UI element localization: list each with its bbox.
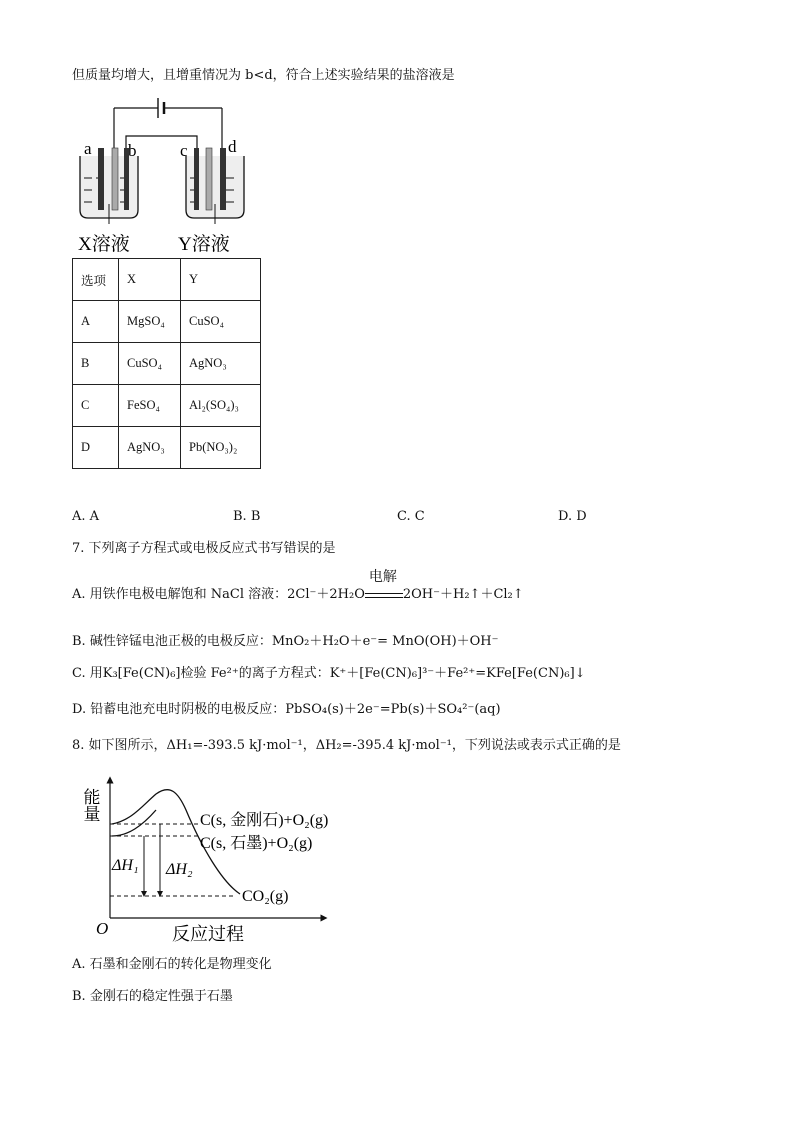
q6-choice-a[interactable]: A. A bbox=[72, 509, 100, 524]
x-axis-label: 反应过程 bbox=[172, 924, 244, 944]
q7-option-b[interactable]: B. 碱性锌锰电池正极的电极反应：MnO₂＋H₂O＋e⁻= MnO(OH)＋OH⁻ bbox=[72, 634, 499, 649]
q7-option-c[interactable]: C. 用K₃[Fe(CN)₆]检验 Fe²⁺的离子方程式：K⁺＋[Fe(CN)₆]³⁻＋Fe²⁺=KFe[Fe(CN)₆]↓ bbox=[72, 666, 586, 681]
origin-label: O bbox=[96, 919, 109, 938]
double-line-icon bbox=[365, 593, 403, 598]
table-row bbox=[73, 427, 261, 469]
table-cell: A bbox=[73, 301, 119, 343]
q6-choice-b[interactable]: B. B bbox=[233, 509, 261, 524]
energy-diagram bbox=[72, 770, 382, 946]
options-table bbox=[72, 258, 261, 469]
y-axis-label: 能量 bbox=[80, 788, 100, 822]
table-cell: B bbox=[73, 343, 119, 385]
diamond-level-label: C(s, 金刚石)+O₂(g) bbox=[200, 812, 329, 829]
table-cell: CuSO₄ bbox=[181, 301, 261, 343]
intro-text: 但质量均增大，且增重情况为 b<d，符合上述实验结果的盐溶液是 bbox=[72, 68, 455, 83]
q6-choice-c[interactable]: C. C bbox=[397, 509, 425, 524]
table-row bbox=[73, 343, 261, 385]
electrode-b: b bbox=[128, 141, 137, 160]
q8-option-b[interactable]: B. 金刚石的稳定性强于石墨 bbox=[72, 989, 233, 1004]
table-row bbox=[73, 301, 261, 343]
table-header-row bbox=[73, 259, 261, 301]
table-row bbox=[73, 385, 261, 427]
table-cell: FeSO₄ bbox=[119, 385, 181, 427]
q7-option-d[interactable]: D. 铅蓄电池充电时阴极的电极反应：PbSO₄(s)＋2e⁻=Pb(s)＋SO₄²⁻(aq) bbox=[72, 702, 501, 717]
q6-choice-d[interactable]: D. D bbox=[558, 509, 587, 524]
solution-y-label: Y溶液 bbox=[178, 234, 230, 255]
q8-option-a[interactable]: A. 石墨和金刚石的转化是物理变化 bbox=[72, 957, 272, 972]
product-label: CO₂(g) bbox=[242, 888, 289, 905]
electrode-d: d bbox=[228, 137, 237, 156]
graphite-level-label: C(s, 石墨)+O₂(g) bbox=[200, 835, 313, 852]
table-cell: D bbox=[73, 427, 119, 469]
table-cell: AgNO₃ bbox=[119, 427, 181, 469]
dh1-label: ΔH₁ bbox=[112, 857, 139, 874]
table-cell: Pb(NO₃)₂ bbox=[181, 427, 261, 469]
table-cell: C bbox=[73, 385, 119, 427]
table-header: X bbox=[119, 259, 181, 301]
electrolysis-condition bbox=[365, 569, 403, 604]
table-cell: AgNO₃ bbox=[181, 343, 261, 385]
dh2-label: ΔH₂ bbox=[166, 861, 193, 878]
table-header: 选项 bbox=[73, 259, 119, 301]
q8-stem: 8. 如下图所示，ΔH₁=-393.5 kJ·mol⁻¹，ΔH₂=-395.4 kJ·mol⁻¹，下列说法或表示式正确的是 bbox=[72, 738, 621, 753]
solution-x-label: X溶液 bbox=[78, 234, 130, 255]
q7-stem: 7. 下列离子方程式或电极反应式书写错误的是 bbox=[72, 541, 336, 556]
table-header: Y bbox=[181, 259, 261, 301]
q7-option-a-lhs: A. 用铁作电极电解饱和 NaCl 溶液：2Cl⁻＋2H₂O bbox=[72, 587, 365, 602]
electrolysis-apparatus bbox=[72, 92, 272, 256]
condition-label: 电解 bbox=[368, 569, 397, 585]
table-cell: CuSO₄ bbox=[119, 343, 181, 385]
table-cell: Al₂(SO₄)₃ bbox=[181, 385, 261, 427]
electrode-c: c bbox=[180, 141, 188, 160]
q7-option-a-rhs: 2OH⁻＋H₂↑＋Cl₂↑ bbox=[402, 587, 524, 602]
q7-option-a[interactable] bbox=[72, 569, 524, 604]
electrode-a: a bbox=[84, 139, 92, 158]
table-cell: MgSO₄ bbox=[119, 301, 181, 343]
